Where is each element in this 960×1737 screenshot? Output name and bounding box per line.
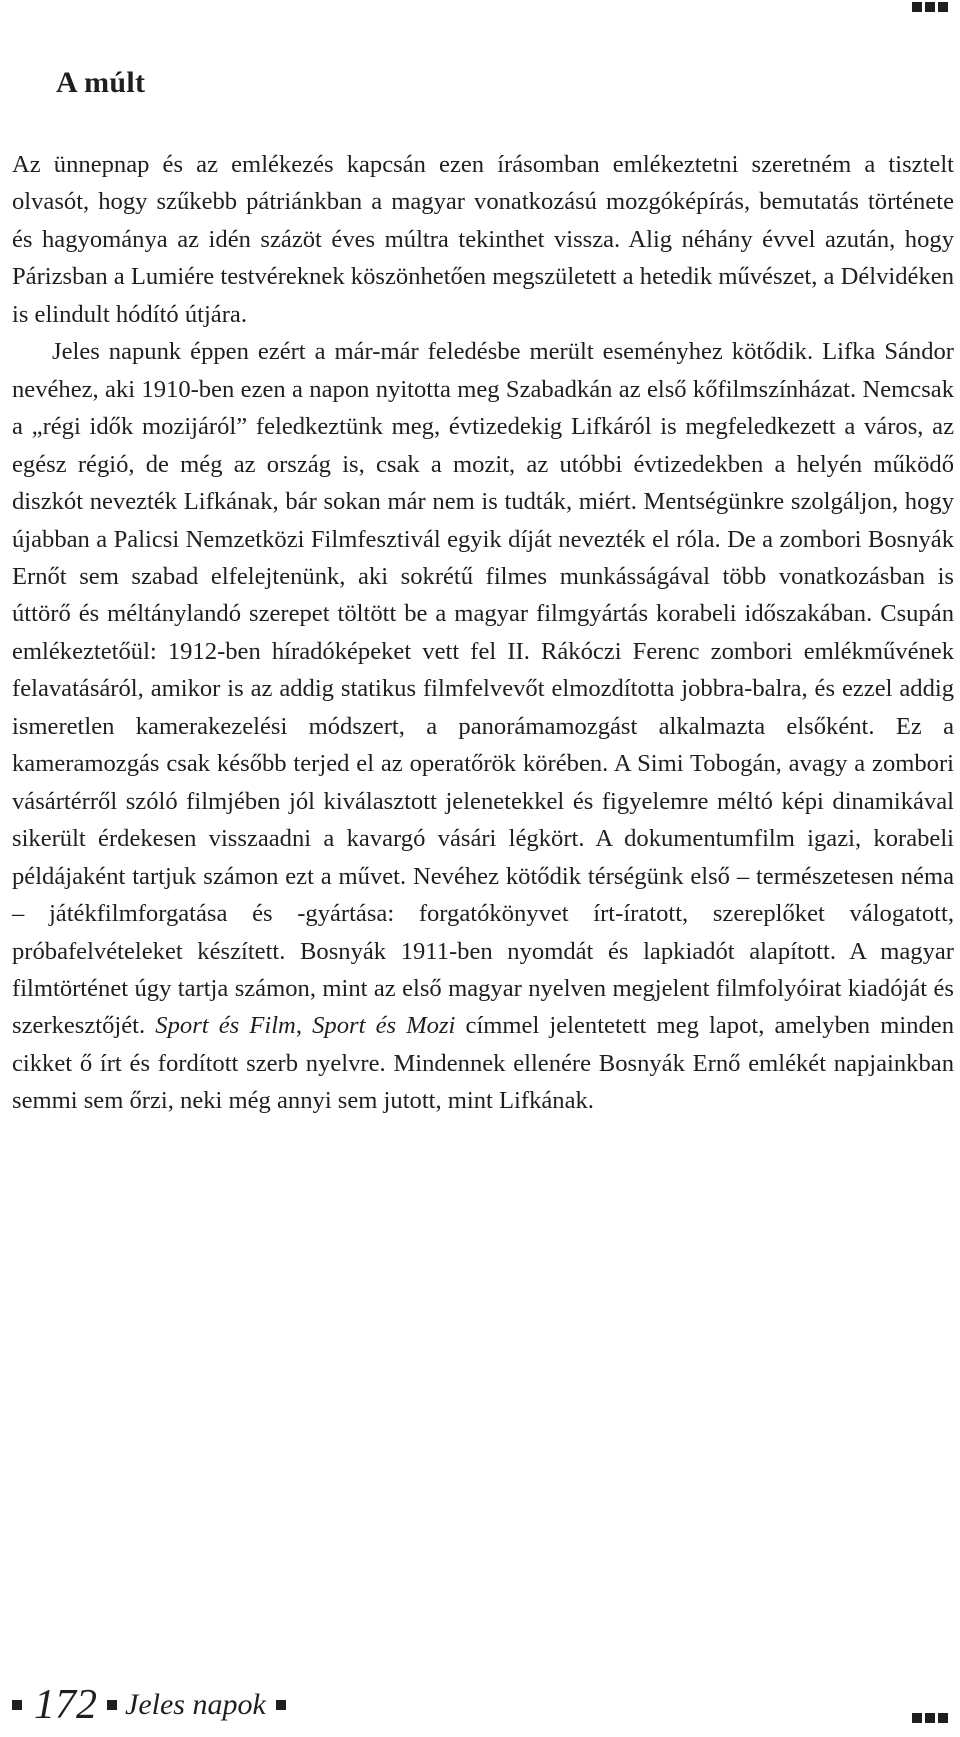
body-text	[12, 146, 954, 1120]
paragraph-text: ,	[295, 1012, 313, 1040]
square-ornament	[912, 2, 922, 12]
paragraph-text: Jeles napunk éppen ezért a már-már feledésbe merült eseményhez kötődik. Lifka Sándor nevéhez, aki 1910-ben ezen a napon nyitotta meg Szabadkán az első kőfilmszínházat. Nemcsak a „régi idők mozijáról” feledkeztünk meg, évtizedekig Lifkáról is megfeledkezett a város, az egész régió, de még az ország is, csak a mozit, az utóbbi évtizedekben a helyén működő diszkót nevezték Lifkának, bár sokan már nem is tudták, miért. Mentségünkre szolgáljon, hogy újabban a Palicsi Nemzetközi Filmfesztivál egyik díját nevezték el róla. De a zombori Bosnyák Ernőt sem szabad elfelejtenünk, aki sokrétű filmes munkásságával több vonatkozásban is úttörő és méltánylandó szerepet töltött be a magyar filmgyártás korabeli időszakában. Csupán emlékeztetőül: 1912-ben híradóképeket vett fel II. Rákóczi Ferenc zombori emlékművének felavatásáról, amikor is az addig statikus filmfelvevőt elmozdította jobbra-balra, és ezzel addig ismeretlen kamerakezelési módszert, a panorámamozgást alkalmazta elsőként. Ez a kameramozgás csak később terjed el az operatőrök körében. A Simi Tobogán, avagy a zombori vásártérről szóló filmjében jól kiválasztott jelenetekkel és figyelemre méltó képi dinamikával sikerült érdekesen visszaadni a kavargó vásári légkört. A dokumentumfilm igazi, korabeli példájaként tartjuk számon ezt a művet. Nevéhez kötődik térségünk első – természetesen néma – játékfilmforgatása és -gyártása: forgatókönyvet írt-íratott, szereplőket válogatott, próbafelvételeket készített. Bosnyák 1911-ben nyomdát és lapkiadót alapított. A magyar filmtörténet úgy tartja számon, mint az első magyar nyelven megjelent filmfolyóirat kiadóját és szerkesztőjét.	[12, 338, 954, 1040]
square-ornament	[107, 1700, 117, 1710]
paragraph-text: Az ünnepnap és az emlékezés kapcsán ezen írásomban emlékeztetni szeretném a tisztelt olvasót, hogy szűkebb pátriánkban a magyar vonatkozású mozgóképírás, bemutatás története és hagyománya az idén százöt éves múltra tekinthet vissza. Alig néhány évvel azután, hogy Párizsban a Lumiére testvéreknek köszönhetően megszületett a hetedik művészet, a Délvidéken is elindult hódító útjára.	[12, 151, 954, 328]
square-ornament	[12, 1700, 22, 1710]
square-ornament	[925, 2, 935, 12]
square-ornament	[276, 1700, 286, 1710]
section-heading: A múlt	[56, 66, 146, 99]
square-ornament	[938, 1713, 948, 1723]
page-footer	[12, 1681, 286, 1729]
paragraph	[12, 333, 954, 1120]
italic-title-text: Sport és Film	[155, 1012, 296, 1040]
paragraph	[12, 146, 954, 333]
italic-title-text: Sport és Mozi	[312, 1012, 456, 1040]
square-ornament	[938, 2, 948, 12]
square-ornament	[925, 1713, 935, 1723]
square-ornament	[912, 1713, 922, 1723]
corner-squares-decoration	[912, 1713, 948, 1723]
corner-squares-decoration	[912, 2, 948, 12]
paragraph-text: címmel jelentetett meg lapot, amelyben minden cikket ő írt és fordított szerb nyelvre. Mindennek ellenére Bosnyák Ernő emlékét napjainkban semmi sem őrzi, neki még annyi sem jutott, mint Lifkának.	[12, 1012, 955, 1115]
running-title: Jeles napok	[125, 1688, 266, 1721]
page-number: 172	[34, 1682, 97, 1728]
